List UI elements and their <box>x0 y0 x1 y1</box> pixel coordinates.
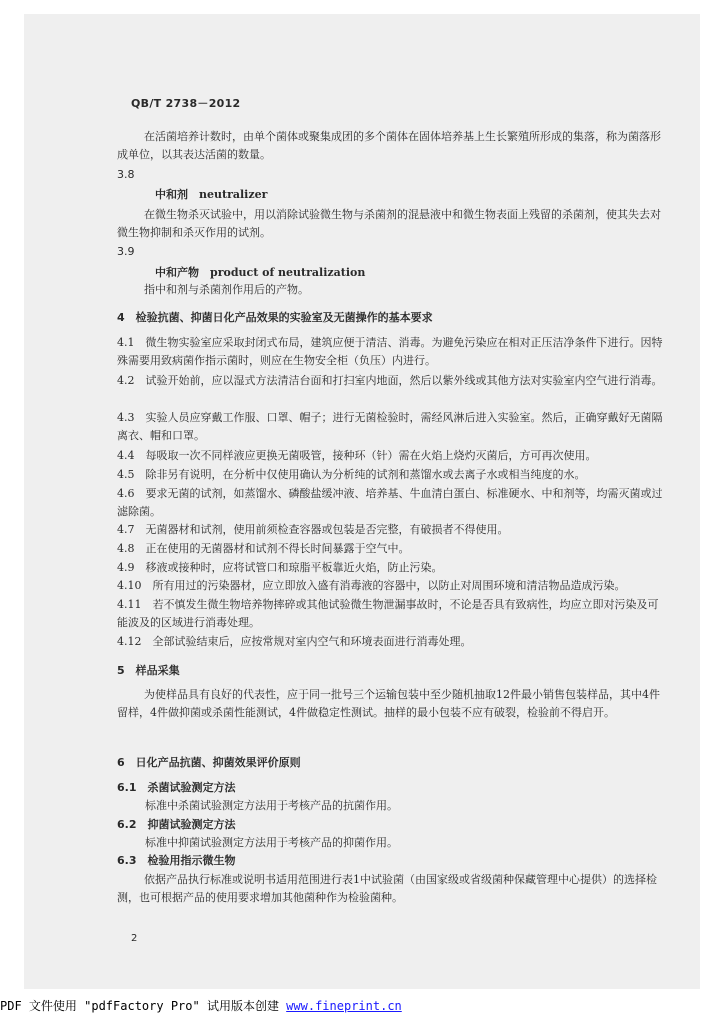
subsection-6-1-body: 标准中杀菌试验测定方法用于考核产品的抗菌作用。 <box>145 799 398 812</box>
clause-number-3-9: 3.9 <box>117 245 135 258</box>
definition-neutralizer: 在微生物杀灭试验中，用以消除试验微生物与杀菌剂的混悬液中和微生物表面上残留的杀菌剂，使其失去对微生物抑制和杀灭作用的试剂。 <box>117 208 661 239</box>
clause-4-12: 4.12 全部试验结束后，应按常规对室内空气和环境表面进行消毒处理。 <box>117 635 472 648</box>
clause-4-5: 4.5 除非另有说明，在分析中仅使用确认为分析纯的试剂和蒸馏水或去离子水或相当纯度的水。 <box>117 468 586 481</box>
term-product-of-neutralization: 中和产物 product of neutralization <box>155 266 366 279</box>
term-neutralizer: 中和剂 neutralizer <box>155 188 268 201</box>
definition-product-of-neutralization: 指中和剂与杀菌剂作用后的产物。 <box>144 283 309 296</box>
subsection-6-1-heading: 6.1 杀菌试验测定方法 <box>117 781 236 794</box>
section-6-heading: 6 日化产品抗菌、抑菌效果评价原则 <box>117 756 301 769</box>
clause-4-4: 4.4 每吸取一次不同样液应更换无菌吸管，接种环（针）需在火焰上烧灼灭菌后，方可再次使用。 <box>117 449 597 462</box>
clause-4-10: 4.10 所有用过的污染器材，应立即放入盛有消毒液的容器中，以防止对周围环境和清洁物品造成污染。 <box>117 579 626 592</box>
subsection-6-2-heading: 6.2 抑菌试验测定方法 <box>117 818 236 831</box>
clause-4-1: 4.1 微生物实验室应采取封闭式布局，建筑应便于清洁、消毒。为避免污染应在相对正压洁净条件下进行。因特殊需要用致病菌作指示菌时，则应在生物安全柜（负压）内进行。 <box>117 336 663 367</box>
clause-4-3: 4.3 实验人员应穿戴工作服、口罩、帽子；进行无菌检验时，需经风淋后进入实验室。然后，正确穿戴好无菌隔离衣、帽和口罩。 <box>117 411 663 442</box>
clause-4-6: 4.6 要求无菌的试剂，如蒸馏水、磷酸盐缓冲液、培养基、牛血清白蛋白、标准硬水、中和剂等，均需灭菌或过滤除菌。 <box>117 487 663 518</box>
standard-code: QB/T 2738－2012 <box>131 97 241 110</box>
clause-number-3-8: 3.8 <box>117 168 135 181</box>
subsection-6-3-heading: 6.3 检验用指示微生物 <box>117 854 236 867</box>
section-5-heading: 5 样品采集 <box>117 664 180 677</box>
clause-4-7: 4.7 无菌器材和试剂，使用前须检查容器或包装是否完整，有破损者不得使用。 <box>117 523 509 536</box>
footer-text: PDF 文件使用 "pdfFactory Pro" 试用版本创建 <box>0 999 287 1013</box>
pdf-footer <box>0 997 724 1014</box>
paragraph-cfu-definition: 在活菌培养计数时，由单个菌体或聚集成团的多个菌体在固体培养基上生长繁殖所形成的集落，称为菌落形成单位，以其表达活菌的数量。 <box>117 130 661 161</box>
paragraph-sample-collection: 为使样品具有良好的代表性，应于同一批号三个运输包装中至少随机抽取12件最小销售包装样品，其中4件留样，4件做抑菌或杀菌性能测试，4件做稳定性测试。抽样的最小包装不应有破裂，检验前不得启开。 <box>117 688 660 719</box>
page-number: 2 <box>131 933 138 944</box>
footer-link[interactable]: www.fineprint.cn <box>286 999 402 1013</box>
clause-4-9: 4.9 移液或接种时，应将试管口和琼脂平板靠近火焰，防止污染。 <box>117 561 443 574</box>
clause-4-8: 4.8 正在使用的无菌器材和试剂不得长时间暴露于空气中。 <box>117 542 410 555</box>
clause-4-2: 4.2 试验开始前，应以湿式方法清洁台面和打扫室内地面，然后以紫外线或其他方法对实验室内空气进行消毒。 <box>117 374 663 387</box>
section-4-heading: 4 检验抗菌、抑菌日化产品效果的实验室及无菌操作的基本要求 <box>117 311 433 324</box>
subsection-6-2-body: 标准中抑菌试验测定方法用于考核产品的抑菌作用。 <box>145 836 398 849</box>
subsection-6-3-body: 依据产品执行标准或说明书适用范围进行表1中试验菌（由国家级或省级菌种保藏管理中心提供）的选择检测，也可根据产品的使用要求增加其他菌种作为检验菌种。 <box>117 873 657 904</box>
clause-4-11: 4.11 若不慎发生微生物培养物摔碎或其他试验微生物泄漏事故时，不论是否具有致病性，均应立即对污染及可能波及的区域进行消毒处理。 <box>117 598 659 629</box>
